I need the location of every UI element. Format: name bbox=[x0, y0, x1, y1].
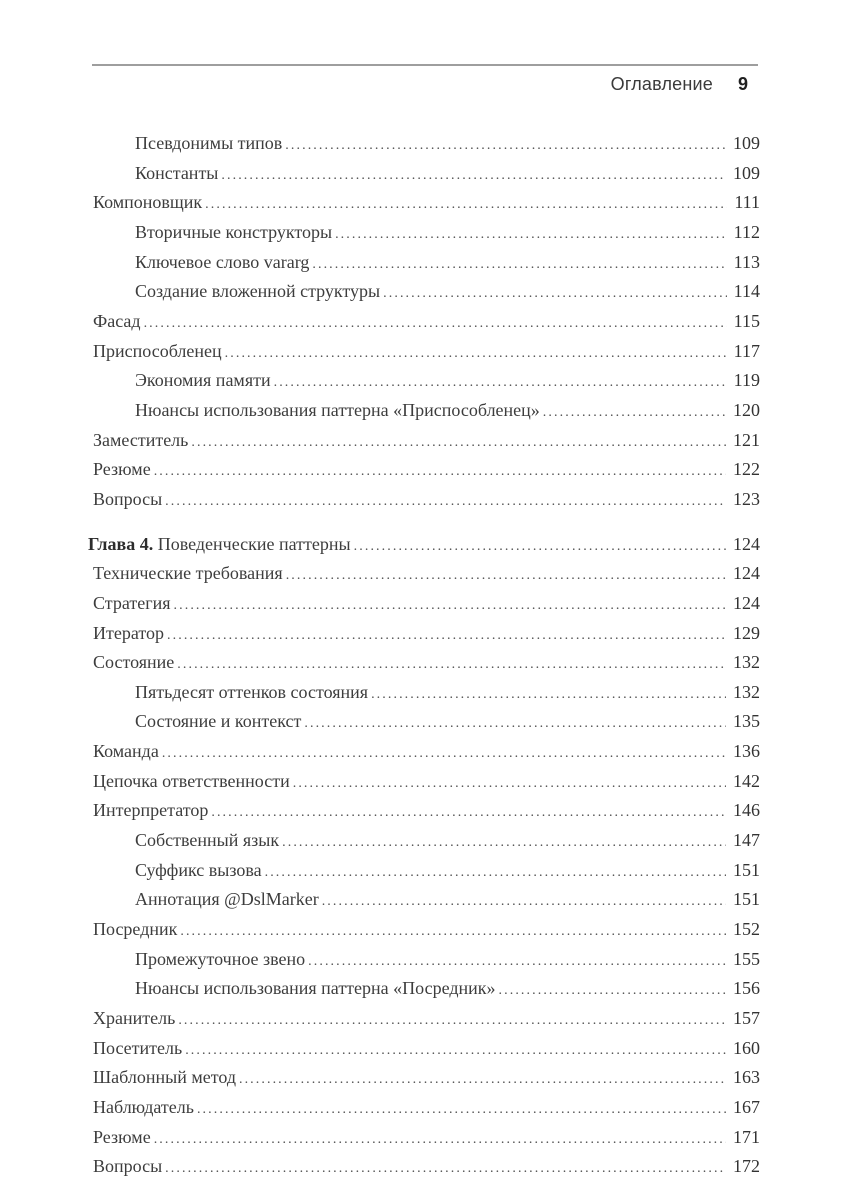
toc-entry-title: Суффикс вызова bbox=[135, 859, 262, 880]
toc-entry-title: Вторичные конструкторы bbox=[135, 221, 333, 242]
dot-leader bbox=[286, 563, 726, 590]
toc-entry bbox=[88, 367, 760, 397]
toc-entry-title: Команда bbox=[93, 741, 159, 762]
toc-entry-title: Посредник bbox=[93, 919, 178, 940]
dot-leader bbox=[354, 534, 726, 561]
toc-entry bbox=[88, 338, 760, 368]
toc-entry-title: Нюансы использования паттерна «Посредник» bbox=[135, 978, 496, 999]
toc-entry bbox=[88, 590, 760, 620]
toc-entry bbox=[88, 1124, 760, 1154]
dot-leader bbox=[304, 711, 726, 738]
toc-entry bbox=[88, 278, 760, 308]
toc-entry-title: Ключевое слово vararg bbox=[135, 251, 310, 272]
dot-leader bbox=[178, 1008, 726, 1035]
toc-entry-page: 172 bbox=[733, 1156, 760, 1177]
toc-entry bbox=[88, 560, 760, 590]
toc-entry-page: 115 bbox=[733, 310, 760, 331]
toc-entry bbox=[88, 189, 760, 219]
toc-entry bbox=[88, 160, 760, 190]
toc-entry-title: Промежуточное звено bbox=[135, 948, 306, 969]
toc-entry-title: Экономия памяти bbox=[135, 370, 271, 391]
dot-leader bbox=[308, 949, 726, 976]
toc-entry-page: 113 bbox=[733, 251, 760, 272]
toc-entry-page: 129 bbox=[733, 622, 760, 643]
dot-leader bbox=[322, 889, 726, 916]
toc-entry-title: Создание вложенной структуры bbox=[135, 281, 381, 302]
toc-entry-page: 151 bbox=[733, 859, 760, 880]
toc-entry-page: 135 bbox=[733, 711, 760, 732]
header-title: Оглавление bbox=[610, 74, 713, 94]
dot-leader bbox=[165, 489, 726, 516]
toc-entry bbox=[88, 130, 760, 160]
dot-leader bbox=[274, 370, 727, 397]
toc-entry-page: 146 bbox=[733, 800, 760, 821]
toc-entry-title: Состояние и контекст bbox=[135, 711, 302, 732]
toc-entry bbox=[88, 768, 760, 798]
dot-leader bbox=[162, 741, 726, 768]
toc-entry bbox=[88, 308, 760, 338]
toc-entry-page: 124 bbox=[733, 592, 760, 613]
header-page-number: 9 bbox=[737, 74, 748, 94]
toc-entry-title: Хранитель bbox=[93, 1008, 176, 1029]
toc-entry-title: Приспособленец bbox=[93, 340, 222, 361]
toc-entry bbox=[88, 916, 760, 946]
toc-entry-page: 121 bbox=[733, 429, 760, 450]
dot-leader bbox=[205, 192, 727, 219]
toc-entry-title: Технические требования bbox=[93, 563, 283, 584]
toc-entry-page: 109 bbox=[733, 133, 760, 153]
toc-entry-title: Константы bbox=[135, 162, 219, 183]
toc-entry-page: 151 bbox=[733, 889, 760, 910]
dot-leader bbox=[335, 222, 727, 249]
toc-entry-title: Глава 4. Поведенческие паттерны bbox=[88, 533, 351, 554]
toc-entry-title: Стратегия bbox=[93, 592, 171, 613]
toc-entry-page: 122 bbox=[733, 459, 760, 480]
dot-leader bbox=[239, 1067, 726, 1094]
toc-entry-page: 120 bbox=[733, 399, 760, 420]
toc-entry-page: 142 bbox=[733, 770, 760, 791]
toc-entry-title: Цепочка ответственности bbox=[93, 770, 290, 791]
toc-entry-page: 152 bbox=[733, 919, 760, 940]
toc-entry bbox=[88, 1035, 760, 1065]
toc-entry-page: 167 bbox=[733, 1097, 760, 1117]
toc-entry bbox=[88, 1064, 760, 1094]
toc-entry bbox=[88, 886, 760, 916]
dot-leader bbox=[371, 682, 726, 709]
toc-entry-page: 111 bbox=[734, 192, 760, 213]
toc-entry bbox=[88, 249, 760, 279]
toc-entry bbox=[88, 1153, 760, 1183]
dot-leader bbox=[383, 281, 727, 308]
dot-leader bbox=[312, 252, 726, 279]
toc-entry-title: Вопросы bbox=[93, 488, 163, 509]
toc-entry-page: 123 bbox=[733, 488, 760, 509]
toc-entry-title: Шаблонный метод bbox=[93, 1067, 236, 1088]
dot-leader bbox=[197, 1097, 726, 1124]
running-header bbox=[611, 74, 748, 95]
toc-entry bbox=[88, 219, 760, 249]
toc-entry bbox=[88, 486, 760, 516]
toc-entry bbox=[88, 975, 760, 1005]
toc-entry bbox=[88, 649, 760, 679]
toc-entry-title: Фасад bbox=[93, 310, 141, 331]
dot-leader bbox=[265, 860, 726, 887]
toc-entry bbox=[88, 531, 760, 561]
toc-entry bbox=[88, 427, 760, 457]
dot-leader bbox=[211, 800, 726, 827]
toc-entry-page: 109 bbox=[733, 162, 760, 183]
toc-entry-page: 147 bbox=[733, 830, 760, 851]
toc-entry-page: 155 bbox=[733, 948, 760, 969]
dot-leader bbox=[165, 1156, 726, 1183]
toc-entry-page: 124 bbox=[733, 563, 760, 584]
toc-entry-title: Состояние bbox=[93, 652, 175, 673]
toc-entry bbox=[88, 456, 760, 486]
toc-entry-title: Аннотация @DslMarker bbox=[135, 889, 319, 910]
toc-entry-page: 156 bbox=[733, 978, 760, 999]
toc-entry-page: 117 bbox=[733, 340, 760, 361]
toc-entry-title: Собственный язык bbox=[135, 830, 280, 851]
toc-entry-page: 163 bbox=[733, 1067, 760, 1088]
toc-entry-page: 132 bbox=[733, 652, 760, 673]
toc-entry-page: 160 bbox=[733, 1037, 760, 1058]
chapter-label: Глава 4. bbox=[88, 533, 154, 554]
toc-entry-title: Наблюдатель bbox=[93, 1097, 194, 1117]
toc-list bbox=[88, 130, 760, 1183]
toc-entry-page: 132 bbox=[733, 681, 760, 702]
toc-entry bbox=[88, 797, 760, 827]
toc-entry-title: Итератор bbox=[93, 622, 165, 643]
toc-entry-title: Вопросы bbox=[93, 1156, 163, 1177]
toc-entry-title: Интерпретатор bbox=[93, 800, 209, 821]
dot-leader bbox=[293, 771, 726, 798]
dot-leader bbox=[177, 652, 726, 679]
header-rule bbox=[92, 64, 758, 66]
toc-entry bbox=[88, 946, 760, 976]
toc-entry bbox=[88, 397, 760, 427]
dot-leader bbox=[174, 593, 726, 620]
toc-entry bbox=[88, 738, 760, 768]
toc-entry bbox=[88, 827, 760, 857]
toc-entry bbox=[88, 1005, 760, 1035]
toc-entry-title: Компоновщик bbox=[93, 192, 203, 213]
dot-leader bbox=[543, 400, 726, 427]
dot-leader bbox=[282, 830, 726, 857]
toc-entry-page: 119 bbox=[733, 370, 760, 391]
toc-entry-title: Пятьдесят оттенков состояния bbox=[135, 681, 369, 702]
toc-entry bbox=[88, 857, 760, 887]
toc-entry bbox=[88, 1094, 760, 1124]
toc-entry bbox=[88, 679, 760, 709]
dot-leader bbox=[167, 623, 726, 650]
toc-entry-page: 171 bbox=[733, 1126, 760, 1147]
toc-entry-page: 112 bbox=[733, 221, 760, 242]
dot-leader bbox=[225, 341, 727, 368]
toc-entry bbox=[88, 620, 760, 650]
toc-entry bbox=[88, 708, 760, 738]
toc-entry-title: Псевдонимы типов bbox=[135, 133, 283, 153]
toc-entry-title: Нюансы использования паттерна «Приспособленец» bbox=[135, 399, 540, 420]
dot-leader bbox=[191, 430, 726, 457]
toc-entry-title: Заместитель bbox=[93, 429, 189, 450]
toc-entry-title: Резюме bbox=[93, 1126, 151, 1147]
dot-leader bbox=[499, 978, 726, 1005]
dot-leader bbox=[221, 163, 726, 190]
dot-leader bbox=[144, 311, 727, 338]
dot-leader bbox=[185, 1038, 726, 1065]
dot-leader bbox=[154, 459, 726, 486]
toc-entry-title: Резюме bbox=[93, 459, 151, 480]
dot-leader bbox=[154, 1127, 726, 1154]
dot-leader bbox=[285, 133, 726, 160]
dot-leader bbox=[180, 919, 726, 946]
toc-entry-page: 114 bbox=[733, 281, 760, 302]
toc-entry-page: 124 bbox=[733, 533, 760, 554]
toc-entry-page: 136 bbox=[733, 741, 760, 762]
toc-entry-page: 157 bbox=[733, 1008, 760, 1029]
toc-entry-title: Посетитель bbox=[93, 1037, 183, 1058]
